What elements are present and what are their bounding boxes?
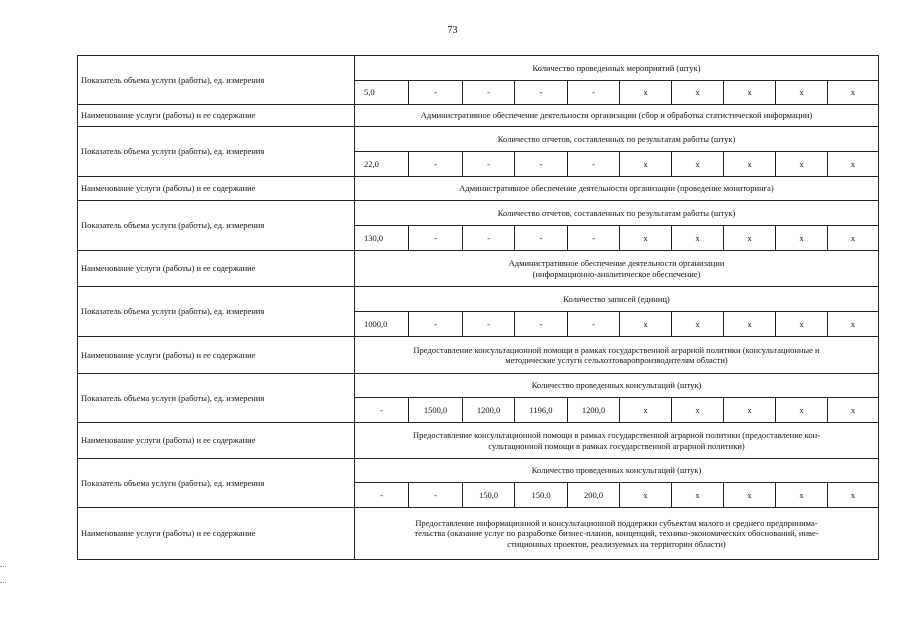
value-cell: x [776,152,828,177]
indicator-header-row [78,459,879,483]
value-cell: - [515,152,568,177]
indicator-name: Количество проведенных консультаций (штук) [355,374,879,398]
value-cell: x [776,226,828,251]
value-cell: - [355,483,409,508]
service-row [78,337,879,374]
value-cell: x [724,398,776,423]
value-cell: - [568,226,620,251]
service-row [78,423,879,459]
indicator-label: Показатель объема услуги (работы), ед. измерения [78,201,355,251]
value-cell: - [568,152,620,177]
value-cell: 1200,0 [463,398,515,423]
value-cell: x [620,152,672,177]
value-cell: x [672,483,724,508]
indicator-name: Количество записей (единиц) [355,287,879,312]
scan-edge-mark [0,582,6,583]
service-description-line: Предоставление консультационной помощи в рамках государственной аграрной политики (консультационные и [413,344,820,355]
value-cell: x [672,81,724,105]
value-cell: x [828,312,879,337]
value-cell: x [724,226,776,251]
value-cell: x [672,152,724,177]
value-cell: 1200,0 [568,398,620,423]
service-row [78,177,879,201]
value-cell: - [515,81,568,105]
service-label: Наименование услуги (работы) и ее содержание [78,508,355,560]
service-description [355,251,879,287]
service-label: Наименование услуги (работы) и ее содержание [78,423,355,459]
service-description-line: стиционных проектов, реализуемых на территории области) [507,538,726,549]
indicator-label: Показатель объема услуги (работы), ед. измерения [78,374,355,423]
value-cell: x [672,226,724,251]
value-cell: - [463,81,515,105]
value-cell: x [828,226,879,251]
value-cell: x [620,483,672,508]
indicator-header-row [78,287,879,312]
value-cell: - [409,312,463,337]
value-cell: x [828,152,879,177]
value-cell: 130,0 [355,226,409,251]
indicator-header-row [78,127,879,152]
value-cell: x [828,483,879,508]
value-cell: - [463,226,515,251]
value-cell: - [409,226,463,251]
value-cell: 1000,0 [355,312,409,337]
indicator-label: Показатель объема услуги (работы), ед. измерения [78,459,355,508]
value-cell: x [620,312,672,337]
value-cell: 22,0 [355,152,409,177]
indicator-header-row [78,374,879,398]
services-table [77,55,879,560]
indicator-label: Показатель объема услуги (работы), ед. измерения [78,56,355,105]
service-description-line: Предоставление консультационной помощи в рамках государственной аграрной политики (предоставление кон- [412,430,820,441]
service-row [78,251,879,287]
service-row [78,105,879,127]
service-description [355,423,879,459]
service-description-line: Предоставление информационной и консультационной поддержки субъектам малого и среднего предпринима- [415,518,818,529]
value-cell: x [776,398,828,423]
value-cell: - [355,398,409,423]
indicator-header-row [78,201,879,226]
value-cell: x [724,483,776,508]
service-description-line: (информационно-аналитическое обеспечение) [532,268,701,279]
value-cell: - [463,312,515,337]
value-cell: - [568,81,620,105]
value-cell: x [620,226,672,251]
value-cell: x [724,152,776,177]
value-cell: x [724,312,776,337]
value-cell: - [463,152,515,177]
service-description-line: тельства (оказание услуг по разработке бизнес-планов, концепций, технико-экономических обоснований, инве- [414,528,819,539]
service-description [355,337,879,374]
value-cell: x [776,312,828,337]
service-description: Административное обеспечение деятельности организации (проведение мониторинга) [355,177,879,201]
value-cell: x [776,81,828,105]
indicator-label: Показатель объема услуги (работы), ед. измерения [78,127,355,177]
service-description [355,508,879,560]
value-cell: x [828,398,879,423]
service-row [78,508,879,560]
service-description-line: сультационной помощи в рамках государственной аграрной политики) [488,440,745,451]
indicator-name: Количество проведенных мероприятий (штук) [355,56,879,81]
service-description-line: методические услуги сельхозтоваропроизводителям области) [505,355,728,365]
value-cell: - [568,312,620,337]
service-description: Административное обеспечение деятельности организации (сбор и обработка статистической информации) [355,105,879,127]
scan-edge-mark [0,566,6,567]
indicator-name: Количество отчетов, составленных по результатам работы (штук) [355,127,879,152]
service-label: Наименование услуги (работы) и ее содержание [78,337,355,374]
value-cell: x [672,312,724,337]
value-cell: 150,0 [515,483,568,508]
value-cell: - [409,81,463,105]
indicator-header-row [78,56,879,81]
value-cell: - [515,226,568,251]
value-cell: 150,0 [463,483,515,508]
service-label: Наименование услуги (работы) и ее содержание [78,251,355,287]
value-cell: x [620,398,672,423]
service-description-line: Административное обеспечение деятельности организации [508,258,725,269]
service-label: Наименование услуги (работы) и ее содержание [78,105,355,127]
value-cell: 1196,0 [515,398,568,423]
value-cell: x [672,398,724,423]
indicator-label: Показатель объема услуги (работы), ед. измерения [78,287,355,337]
page-number: 73 [447,25,458,36]
value-cell: x [828,81,879,105]
value-cell: - [409,152,463,177]
value-cell: - [515,312,568,337]
value-cell: 1500,0 [409,398,463,423]
indicator-name: Количество проведенных консультаций (штук) [355,459,879,483]
value-cell: x [724,81,776,105]
value-cell: 200,0 [568,483,620,508]
value-cell: - [409,483,463,508]
service-label: Наименование услуги (работы) и ее содержание [78,177,355,201]
value-cell: 5,0 [355,81,409,105]
value-cell: x [776,483,828,508]
indicator-name: Количество отчетов, составленных по результатам работы (штук) [355,201,879,226]
value-cell: x [620,81,672,105]
